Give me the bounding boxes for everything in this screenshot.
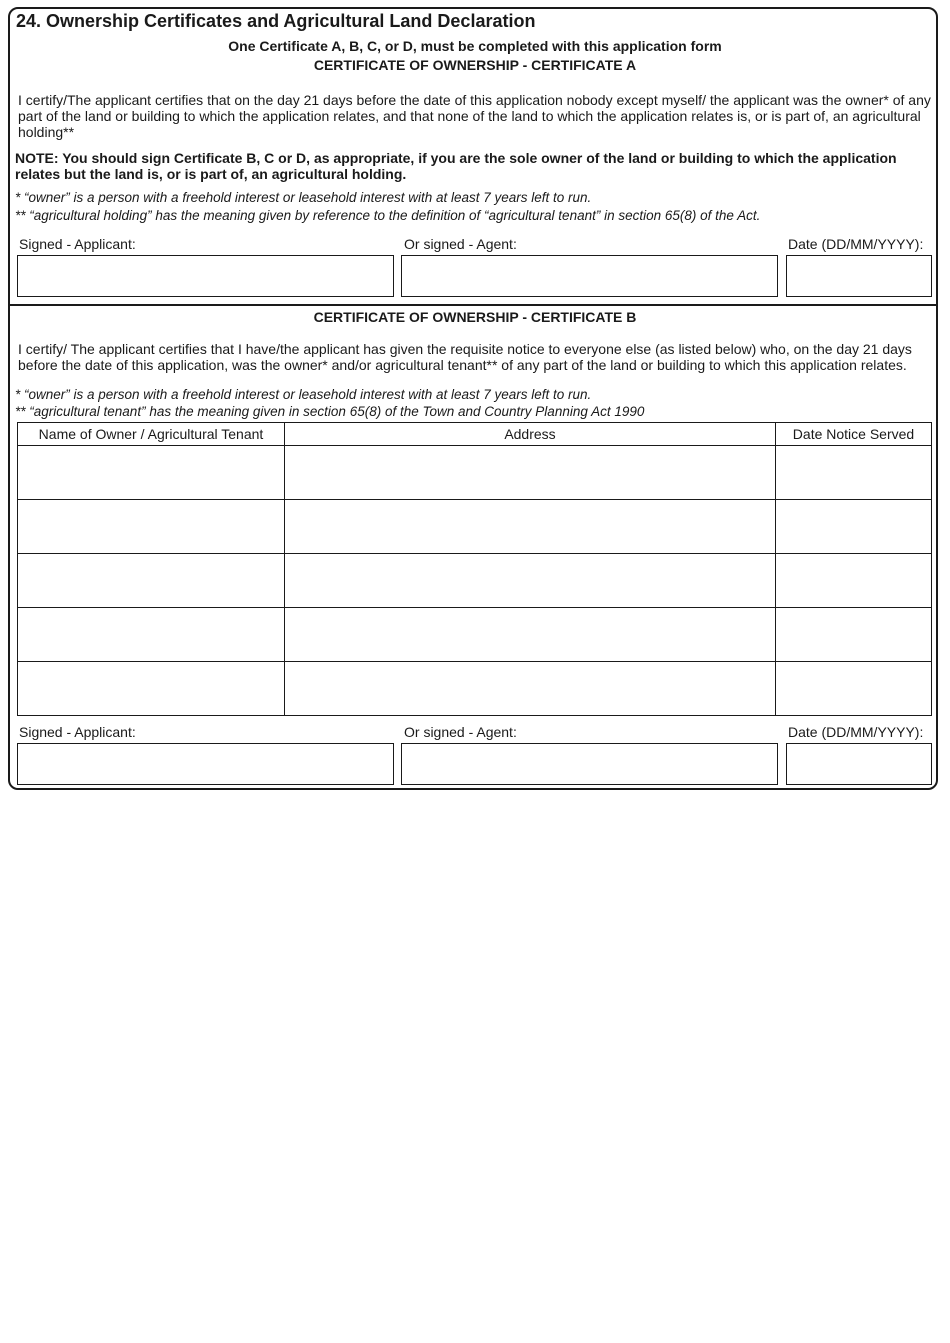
owner-address-cell[interactable] (285, 662, 776, 716)
table-row (18, 608, 932, 662)
certificate-a-date-label: Date (DD/MM/YYYY): (788, 236, 924, 252)
column-header-date-served: Date Notice Served (776, 423, 932, 446)
notice-date-cell[interactable] (776, 446, 932, 500)
notice-date-cell[interactable] (776, 662, 932, 716)
certificate-b-footnote-owner: * “owner” is a person with a freehold interest or leasehold interest with at least 7 years left to run. (15, 387, 592, 402)
certificate-a-date-field[interactable] (786, 255, 932, 297)
column-header-name: Name of Owner / Agricultural Tenant (18, 423, 285, 446)
certificate-a-footnote-holding: ** “agricultural holding” has the meaning given by reference to the definition of “agricultural tenant” in section 65(8) of the Act. (15, 208, 761, 223)
certificate-a-footnote-owner: * “owner” is a person with a freehold interest or leasehold interest with at least 7 years left to run. (15, 190, 592, 205)
certificate-a-applicant-signature-field[interactable] (17, 255, 394, 297)
certificate-a-agent-label: Or signed - Agent: (404, 236, 517, 252)
table-row (18, 662, 932, 716)
certificate-a-applicant-label: Signed - Applicant: (19, 236, 136, 252)
table-row (18, 554, 932, 608)
certificate-a-agent-signature-field[interactable] (401, 255, 778, 297)
notice-date-cell[interactable] (776, 554, 932, 608)
notice-date-cell[interactable] (776, 608, 932, 662)
column-header-address: Address (285, 423, 776, 446)
table-row (18, 500, 932, 554)
owner-name-cell[interactable] (18, 554, 285, 608)
certificate-b-statement: I certify/ The applicant certifies that I have/the applicant has given the requisite notice to everyone else (as listed below) who, on the day 21 days before the date of this application, was the owner* and/or agricultural tenant** of any part of the land or building to which this application relates. (18, 341, 912, 373)
table-row (18, 446, 932, 500)
certificate-b-date-label: Date (DD/MM/YYYY): (788, 724, 924, 740)
certificate-a-heading: CERTIFICATE OF OWNERSHIP - CERTIFICATE A (313, 57, 637, 73)
owner-address-cell[interactable] (285, 608, 776, 662)
owners-table (17, 422, 932, 716)
certificate-b-applicant-label: Signed - Applicant: (19, 724, 136, 740)
certificate-a-note: NOTE: You should sign Certificate B, C or D, as appropriate, if you are the sole owner of the land or building to which the application relates but the land is, or is part of, an agricultural holding. (15, 150, 897, 182)
certificate-b-date-field[interactable] (786, 743, 932, 785)
certificate-b-footnote-tenant: ** “agricultural tenant” has the meaning given in section 65(8) of the Town and Country Planning Act 1990 (15, 404, 645, 419)
certificate-b-applicant-signature-field[interactable] (17, 743, 394, 785)
table-header-row (18, 423, 932, 446)
section-title: 24. Ownership Certificates and Agricultural Land Declaration (16, 11, 536, 31)
certificate-b-agent-label: Or signed - Agent: (404, 724, 517, 740)
notice-date-cell[interactable] (776, 500, 932, 554)
owner-name-cell[interactable] (18, 500, 285, 554)
certificate-divider (9, 304, 937, 306)
section-subtitle: One Certificate A, B, C, or D, must be completed with this application form (228, 38, 722, 54)
owner-name-cell[interactable] (18, 608, 285, 662)
owner-address-cell[interactable] (285, 554, 776, 608)
certificate-b-agent-signature-field[interactable] (401, 743, 778, 785)
certificate-a-statement: I certify/The applicant certifies that on the day 21 days before the date of this application nobody except myself/ the applicant was the owner* of any part of the land or building to which the application relates, and that none of the land to which the application relates is, or is part of, an agricultural holding** (18, 92, 931, 140)
owner-name-cell[interactable] (18, 662, 285, 716)
certificate-b-heading: CERTIFICATE OF OWNERSHIP - CERTIFICATE B (313, 309, 637, 325)
owner-address-cell[interactable] (285, 446, 776, 500)
owner-address-cell[interactable] (285, 500, 776, 554)
owner-name-cell[interactable] (18, 446, 285, 500)
